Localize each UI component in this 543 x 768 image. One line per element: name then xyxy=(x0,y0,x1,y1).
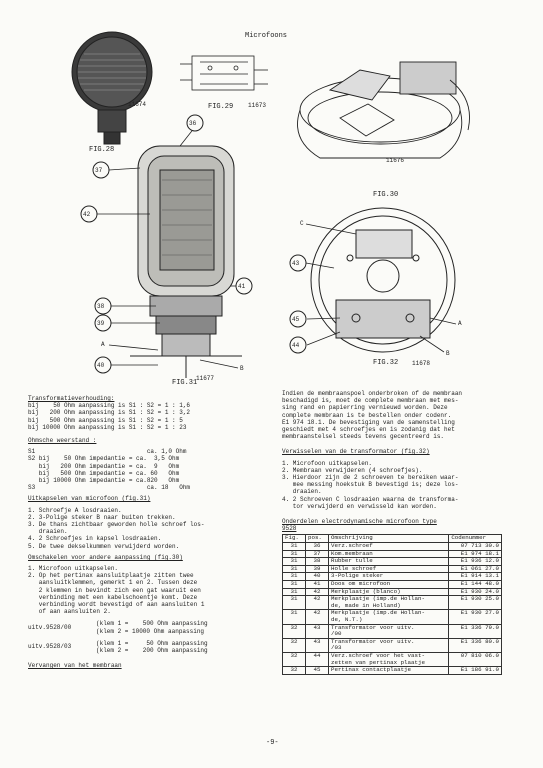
cell-fig: 31 xyxy=(283,565,306,573)
cell-pos: 43 xyxy=(306,638,329,652)
uitv-label: uitv.9528/00 xyxy=(28,624,72,632)
cell-pos: 43 xyxy=(306,624,329,638)
col-header: Codenummer xyxy=(449,535,502,543)
cell-description: Holle schroef xyxy=(329,565,449,573)
table-row xyxy=(283,596,502,610)
callout-43: 43 xyxy=(292,260,300,267)
callout-36: 36 xyxy=(189,120,197,127)
fig28-code: 11674 xyxy=(128,101,147,108)
intro-line: beschadigd is, moet de complete membraan met mes- xyxy=(282,397,459,405)
uitv-line: (klem 1 = 500 Ohm aanpassing xyxy=(96,620,208,628)
transformatie-line: bij 500 Ohm aanpassing is S1 : S2 = 1 : 5 xyxy=(28,416,183,424)
omschakelen-line: 1. Microfoon uitkapselen. xyxy=(28,565,119,573)
cell-description: Transformator voor uitv. /00 xyxy=(329,624,449,638)
omschakelen-line: verbinding met een kabelschoentje komt. Deze xyxy=(28,593,198,601)
transformator-line: tor verwijderd en verwisseld kan worden. xyxy=(282,502,437,510)
callout-b-fig32: B xyxy=(446,350,450,357)
cell-code: 07 713 30.0 xyxy=(449,543,502,551)
cell-pos: 42 xyxy=(306,610,329,624)
cell-code: E1 930 27.0 xyxy=(449,610,502,624)
table-row xyxy=(283,638,502,652)
cell-pos: 41 xyxy=(306,581,329,589)
fig28-microphone-head xyxy=(72,32,152,144)
fig30-perspective-drawing xyxy=(298,62,470,158)
fig29-code: 11673 xyxy=(248,102,267,109)
omschakelen-line: verbinding wordt bevestigd of aan aansluiten 1 xyxy=(28,601,205,609)
cell-description: Rubber tulle xyxy=(329,558,449,566)
cell-code: E1 936 12.0 xyxy=(449,558,502,566)
callout-41: 41 xyxy=(238,283,246,290)
callout-42: 42 xyxy=(83,211,91,218)
ohmsche-line: S2 bij 50 Ohm impedantie = ca. 3,5 Ohm xyxy=(28,455,180,463)
transformatie-line: bij 10000 Ohm aanpassing is S1 : S2 = 1 : 23 xyxy=(28,423,187,431)
table-row xyxy=(283,610,502,624)
callout-39: 39 xyxy=(97,320,105,327)
intro-line: geschiedt met 4 schroefjes en is zodanig dat het xyxy=(282,426,455,434)
transformator-line: 1. Microfoon uitkapselen. xyxy=(282,459,373,467)
table-row xyxy=(283,652,502,666)
parts-table xyxy=(282,534,502,674)
ohmsche-line: bij 10000 Ohm impedantie = ca.820 Ohm xyxy=(28,477,180,485)
fig31-code: 11677 xyxy=(196,375,215,382)
col-header: Omschrijving xyxy=(329,535,449,543)
uitkapselen-line: 4. 2 Schroefjes in kapsel losdraaien. xyxy=(28,535,162,543)
transformatie-line: bij 50 Ohm aanpassing is S1 : S2 = 1 : 1,6 xyxy=(28,402,191,410)
omschakelen-line: of aan aansluiten 2. xyxy=(28,608,111,616)
right-column xyxy=(282,390,522,675)
ohmsche-line: S1 ca. 1,0 Ohm xyxy=(28,448,187,456)
intro-line: Indien de membraanspoel onderbroken of de membraan xyxy=(282,390,463,397)
cell-code: E1 336 79.0 xyxy=(449,624,502,638)
cell-pos: 45 xyxy=(306,667,329,675)
section-heading-transformatie: Transformatieverhouding: xyxy=(28,395,115,402)
transformator-line: 4. 2 Schroeven C losdraaien waarna de transforma- xyxy=(282,495,459,503)
table-row xyxy=(283,624,502,638)
cell-description: Verz.schroef xyxy=(329,543,449,551)
omschakelen-line: 2. Op het pertinax aansluitplaatje zitten twee xyxy=(28,572,194,580)
intro-line: sing rand en papierring vernieuwd worden. Deze xyxy=(282,404,448,412)
parts-table-caption: Onderdelen electrodynamische microfoon type xyxy=(282,518,437,526)
cell-pos: 39 xyxy=(306,565,329,573)
cell-pos: 40 xyxy=(306,573,329,581)
cell-code: E1 186 91.0 xyxy=(449,667,502,675)
page-number: -9- xyxy=(266,739,279,747)
parts-table-body xyxy=(283,543,502,675)
cell-code: E1 061 27.0 xyxy=(449,565,502,573)
cell-description: 3-Polige steker xyxy=(329,573,449,581)
fig29-label: FIG.29 xyxy=(208,103,234,111)
cell-pos: 36 xyxy=(306,543,329,551)
ohmsche-line: S3 ca. 18 Ohm xyxy=(28,484,191,492)
cell-pos: 37 xyxy=(306,550,329,558)
callout-40: 40 xyxy=(97,362,105,369)
transformator-line: mee messing hoekstuk B bevestigd is; deze los- xyxy=(282,481,459,489)
cell-code: E1 914 13.1 xyxy=(449,573,502,581)
uitkapselen-line: 5. De twee dekselkummen verwijderd worden. xyxy=(28,542,180,550)
intro-line: membraanstelsel steeds tevens gecentreerd is. xyxy=(282,433,445,441)
cell-fig: 31 xyxy=(283,543,306,551)
cell-description: Merkplaatje (blanco) xyxy=(329,588,449,596)
omschakelen-line: aansluitklemmen, gemerkt 1 en 2. Tussen deze xyxy=(28,579,198,587)
section-heading-transformator: Verwisselen van de transformator (fig.32) xyxy=(282,448,430,456)
cell-description: Doos om microfoon xyxy=(329,581,449,589)
uitv-line: (klem 2 = 200 Ohm aanpassing xyxy=(96,647,208,655)
section-heading-membraan: Vervangen van het membraan xyxy=(28,662,122,670)
fig32-callout-circles xyxy=(290,255,306,353)
uitv-line: (klem 1 = 50 Ohm aanpassing xyxy=(96,639,208,647)
uitv-line: (klem 2 = 10000 Ohm aanpassing xyxy=(96,627,205,635)
callout-b: B xyxy=(240,365,244,372)
cell-fig: 32 xyxy=(283,638,306,652)
fig31-section-drawing xyxy=(130,146,242,378)
cell-code: E1 930 25.0 xyxy=(449,596,502,610)
cell-fig: 32 xyxy=(283,667,306,675)
cell-code: E1 974 18.1 xyxy=(449,550,502,558)
cell-pos: 42 xyxy=(306,596,329,610)
cell-code: 07 810 06.0 xyxy=(449,652,502,666)
section-heading-omschakelen: Omschakelen voor andere aanpassing (fig.30) xyxy=(28,553,183,561)
uitv-block-03 xyxy=(28,640,273,654)
callout-c: C xyxy=(300,220,304,227)
fig31-label: FIG.31 xyxy=(172,379,198,387)
cell-fig: 31 xyxy=(283,573,306,581)
cell-fig: 31 xyxy=(283,596,306,610)
callout-a-fig32: A xyxy=(458,320,462,327)
parts-table-caption-type: 9528 xyxy=(282,525,297,533)
uitkapselen-line: draaien. xyxy=(28,528,68,536)
callout-37: 37 xyxy=(95,167,103,174)
fig28-label: FIG.28 xyxy=(89,146,115,154)
col-header: Fig. xyxy=(283,535,306,543)
cell-fig: 32 xyxy=(283,624,306,638)
callout-a: A xyxy=(101,341,105,348)
cell-fig: 32 xyxy=(283,652,306,666)
section-heading-uitkapselen: Uitkapselen van microfoon (fig.31) xyxy=(28,495,151,503)
callout-38: 38 xyxy=(97,303,105,310)
fig30-label: FIG.30 xyxy=(373,191,399,199)
cell-fig: 31 xyxy=(283,550,306,558)
uitv-label: uitv.9528/03 xyxy=(28,643,72,651)
cell-pos: 44 xyxy=(306,652,329,666)
transformator-line: draaien. xyxy=(282,488,322,496)
fig32-label: FIG.32 xyxy=(373,359,399,367)
fig29-schematic xyxy=(180,56,268,90)
fig32-code: 11678 xyxy=(412,360,431,367)
omschakelen-line: 2 klemmen in bevindt zich een gat waaruit een xyxy=(28,586,201,594)
cell-fig: 31 xyxy=(283,588,306,596)
fig30-code: 11676 xyxy=(386,157,405,164)
uitkapselen-line: 3. De thans zichtbaar geworden holle schroef los- xyxy=(28,521,205,529)
transformatie-line: bij 200 Ohm aanpassing is S1 : S2 = 1 : 3,2 xyxy=(28,409,191,417)
cell-code: E1 930 24.0 xyxy=(449,588,502,596)
uitkapselen-line: 1. Schroefje A losdraaien. xyxy=(28,506,122,514)
cell-description: Merkplaatje (imp.de Hollan- de, N.T.) xyxy=(329,610,449,624)
cell-description: Pertinax contactplaatje xyxy=(329,667,449,675)
table-row xyxy=(283,581,502,589)
ohmsche-line: bij 500 Ohm impedantie = ca. 60 Ohm xyxy=(28,469,180,477)
table-row xyxy=(283,543,502,551)
page-title: Microfoons xyxy=(245,32,288,40)
cell-description: Kom.membraan xyxy=(329,550,449,558)
table-row xyxy=(283,667,502,675)
transformator-line: 2. Membraan verwijderen (4 schroefjes). xyxy=(282,466,423,474)
intro-line: complete membraan is te bestellen onder codenr. xyxy=(282,411,452,419)
intro-line: E1 974 18.1. De bevestiging van de samenstelling xyxy=(282,418,455,426)
transformator-line: 3. Hierdoor zijn de 2 schroeven te bereiken waar- xyxy=(282,474,459,482)
cell-code: E1 144 48.0 xyxy=(449,581,502,589)
uitv-block-00 xyxy=(28,620,273,634)
cell-code: E1 336 80.0 xyxy=(449,638,502,652)
cell-fig: 31 xyxy=(283,558,306,566)
cell-fig: 31 xyxy=(283,581,306,589)
cell-description: Verz.schroef voor het vast- zetten van pertinax plaatje xyxy=(329,652,449,666)
cell-description: Transformator voor uitv. /03 xyxy=(329,638,449,652)
left-column xyxy=(28,395,273,670)
section-heading-ohmsche: Ohmsche weerstand : xyxy=(28,437,97,445)
cell-description: Merkplaatje (imp.de Hollan- de, made in Holland) xyxy=(329,596,449,610)
ohmsche-line: bij 200 Ohm impedantie = ca. 9 Ohm xyxy=(28,462,180,470)
callout-45: 45 xyxy=(292,316,300,323)
cell-fig: 31 xyxy=(283,610,306,624)
cell-pos: 42 xyxy=(306,588,329,596)
callout-44: 44 xyxy=(292,342,300,349)
cell-pos: 38 xyxy=(306,558,329,566)
uitkapselen-line: 2. 3-Polige steker B naar buiten trekken. xyxy=(28,513,176,521)
col-header: pos. xyxy=(306,535,329,543)
